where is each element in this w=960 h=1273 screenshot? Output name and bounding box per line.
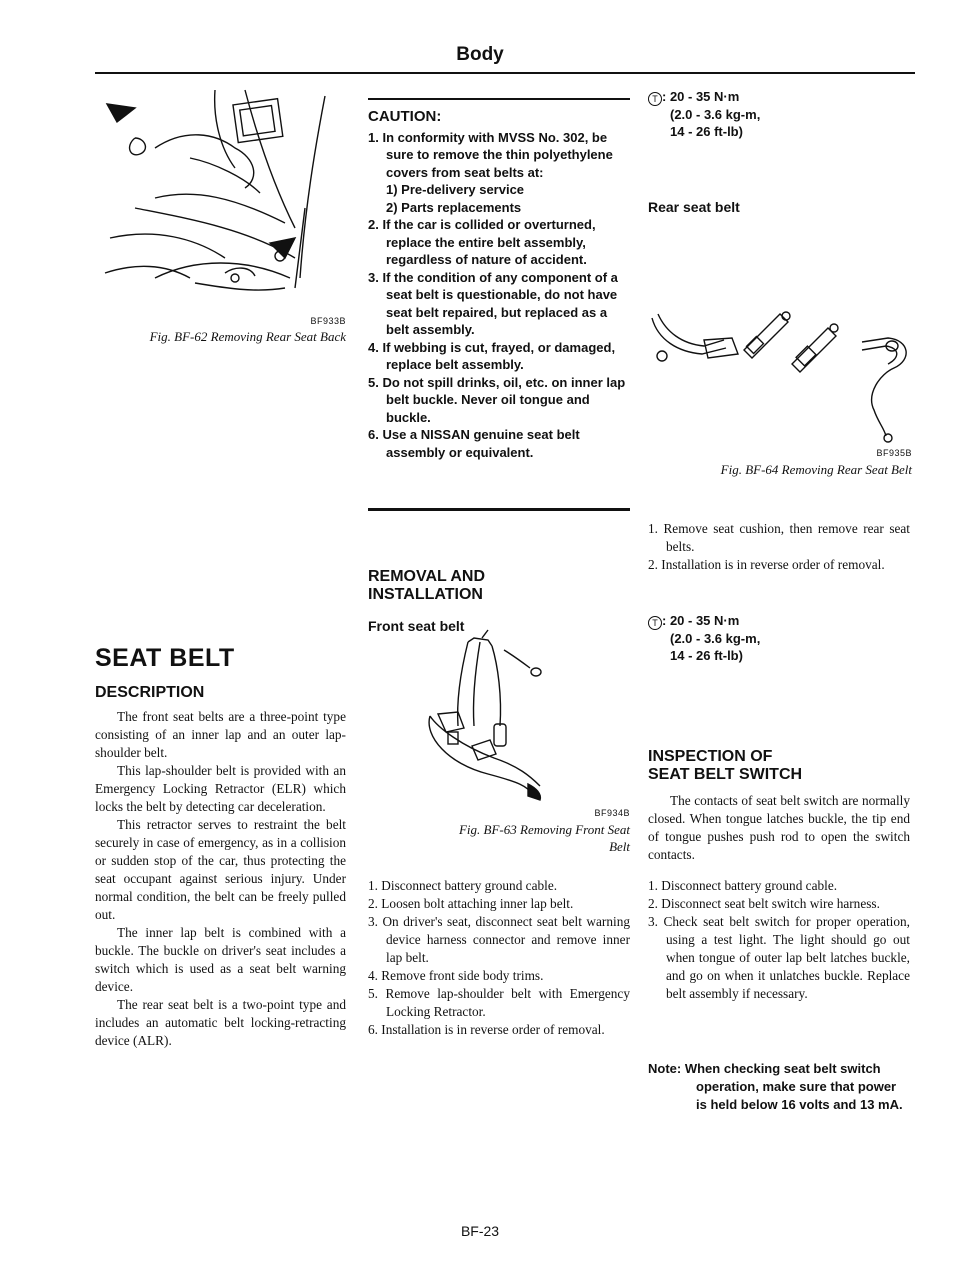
- step-item: 1. Remove seat cushion, then remove rear seat belts.: [648, 521, 910, 554]
- step-item: 1. Disconnect battery ground cable.: [648, 878, 838, 893]
- caution-item: 1. In conformity with MVSS No. 302, be sure to remove the thin polyethylene covers from seat belts at:: [368, 129, 613, 180]
- description-paragraph: This retractor serves to restraint the belt securely in case of emergency, as in a collision or sudden stop of the car, thus protecting the seat occupant against serious injury. Under normal condition, the belt can be freely pulled out.: [95, 817, 346, 922]
- front-belt-steps: [368, 877, 630, 1039]
- caution-item: 6. Use a NISSAN genuine seat belt assembly or equivalent.: [368, 427, 580, 460]
- step-item: 3. Check seat belt switch for proper operation, using a test light. The light should go out when tongue of outer lap belt latches buckle, and go on when it unlatches buckle. Replace belt assembly if necessary.: [648, 914, 910, 1001]
- rear-belt-steps: [648, 520, 910, 574]
- torque-spec-2: [648, 612, 910, 664]
- caution-subitem: 1) Pre-delivery service: [386, 182, 525, 197]
- page-number: BF-23: [460, 1223, 500, 1239]
- fig-bf63-illustration: [418, 636, 578, 804]
- fig-bf64-illustration: [648, 310, 913, 450]
- step-item: 2. Loosen bolt attaching inner lap belt.: [368, 896, 574, 911]
- caution-item: 4. If webbing is cut, frayed, or damaged, replace belt assembly.: [368, 339, 616, 372]
- subheading-rear-seat-belt: Rear seat belt: [648, 199, 740, 215]
- fig-bf63-caption: Fig. BF-63 Removing Front Seat Belt: [458, 822, 630, 854]
- fig-bf64-id: BF935B: [876, 448, 912, 458]
- caution-bottom-rule: [368, 508, 630, 511]
- fig-bf62-illustration: [95, 88, 355, 303]
- torque-wrench-icon: T: [648, 616, 662, 630]
- caution-box: [368, 108, 630, 461]
- inspection-steps: [648, 877, 910, 1003]
- inspection-note: [648, 1060, 910, 1114]
- step-item: 2. Installation is in reverse order of removal.: [648, 557, 885, 572]
- torque-ftlb: 14 - 26 ft-lb): [670, 648, 743, 663]
- caution-subitem: 2) Parts replacements: [386, 199, 522, 215]
- torque-ftlb: 14 - 26 ft-lb): [670, 124, 743, 139]
- description-paragraph: The rear seat belt is a two-point type and includes an automatic belt locking-retracting device (ALR).: [95, 997, 346, 1048]
- description-paragraph: This lap-shoulder belt is provided with an Emergency Locking Retractor (ELR) which locks the belt by detecting car deceleration.: [95, 763, 346, 814]
- section-title-seat-belt: SEAT BELT: [95, 644, 235, 672]
- heading-inspection-line2: SEAT BELT SWITCH: [648, 766, 803, 783]
- torque-wrench-icon: T: [648, 92, 662, 106]
- caution-item: 2. If the car is collided or overturned, replace the entire belt assembly, regardless of nature of accident.: [368, 217, 596, 267]
- heading-removal-line2: INSTALLATION: [368, 586, 483, 603]
- torque-value: : 20 - 35 N·m: [662, 89, 740, 104]
- heading-removal-line1: REMOVAL AND: [368, 568, 486, 585]
- torque-kgm: (2.0 - 3.6 kg-m,: [670, 631, 761, 646]
- step-item: 5. Remove lap-shoulder belt with Emergency Locking Retractor.: [368, 986, 630, 1019]
- torque-kgm: (2.0 - 3.6 kg-m,: [670, 107, 761, 122]
- caution-item: 3. If the condition of any component of a seat belt is questionable, do not have seat belt repaired, but replaced as a belt assembly.: [368, 269, 618, 337]
- fig-bf62-caption: Fig. BF-62 Removing Rear Seat Back: [149, 329, 346, 344]
- note-label: Note:: [648, 1061, 682, 1076]
- note-text: When checking seat belt switch operation, make sure that power is held below 16 volts and 13 mA.: [684, 1061, 903, 1112]
- step-item: 4. Remove front side body trims.: [368, 968, 544, 983]
- inspection-intro-text: The contacts of seat belt switch are normally closed. When tongue latches buckle, the tip end of tongue pushes push rod to open the switch contacts.: [648, 793, 910, 862]
- heading-inspection-line1: INSPECTION OF: [648, 748, 773, 765]
- caution-item: 5. Do not spill drinks, oil, etc. on inner lap belt buckle. Never oil tongue and buckle.: [368, 374, 626, 425]
- step-item: 1. Disconnect battery ground cable.: [368, 878, 558, 893]
- header-rule: [95, 72, 915, 74]
- torque-value: : 20 - 35 N·m: [662, 613, 740, 628]
- description-body: [95, 708, 346, 1050]
- description-paragraph: The front seat belts are a three-point type consisting of an inner lap and an outer lap-shoulder belt.: [95, 709, 346, 760]
- step-item: 3. On driver's seat, disconnect seat belt warning device harness connector and remove inner lap belt.: [368, 914, 630, 965]
- torque-spec-1: [648, 88, 910, 140]
- description-paragraph: The inner lap belt is combined with a buckle. The buckle on driver's seat includes a switch which is used as a seat belt warning device.: [95, 925, 346, 994]
- caution-top-rule: [368, 98, 630, 100]
- fig-bf64-caption: Fig. BF-64 Removing Rear Seat Belt: [720, 462, 912, 477]
- heading-description: DESCRIPTION: [95, 684, 205, 701]
- page-header-title: Body: [456, 44, 504, 65]
- subheading-front-seat-belt: Front seat belt: [368, 618, 465, 634]
- caution-title: CAUTION:: [368, 108, 442, 125]
- fig-bf62-id: BF933B: [310, 316, 346, 326]
- fig-bf63-id: BF934B: [594, 808, 630, 818]
- inspection-intro: [648, 792, 910, 864]
- step-item: 2. Disconnect seat belt switch wire harness.: [648, 896, 880, 911]
- step-item: 6. Installation is in reverse order of removal.: [368, 1022, 605, 1037]
